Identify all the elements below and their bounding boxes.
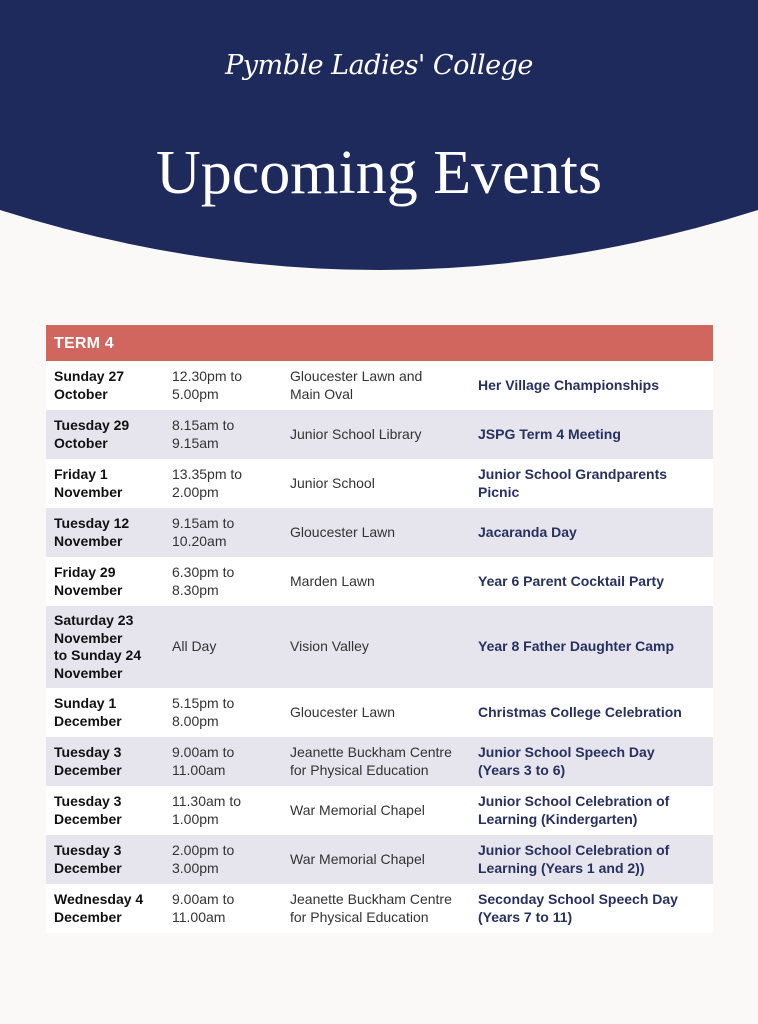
event-name-line: Her Village Championships <box>478 376 660 393</box>
event-name <box>470 524 713 542</box>
event-time-line: 12.30pm to <box>172 368 243 384</box>
event-row <box>46 361 713 410</box>
event-location-line: War Memorial Chapel <box>290 850 425 867</box>
event-name <box>470 744 713 779</box>
event-time <box>164 638 282 656</box>
college-logo: Pymble Ladies' College <box>225 50 533 81</box>
event-location <box>282 744 470 779</box>
term-heading: TERM 4 <box>46 325 713 361</box>
event-time-line: 2.00pm to <box>172 842 235 858</box>
event-name-line: JSPG Term 4 Meeting <box>478 425 621 442</box>
event-time-line: 8.15am to <box>172 417 235 433</box>
event-row <box>46 786 713 835</box>
event-time-line: 10.20am <box>172 532 227 549</box>
event-time-line: 9.00am to <box>172 744 235 760</box>
events-table <box>46 325 713 933</box>
event-time-line: 1.00pm <box>172 810 219 827</box>
event-date-line: October <box>54 434 108 451</box>
event-time <box>164 368 282 403</box>
event-date <box>46 417 164 452</box>
event-name-line: Junior School Celebration of <box>478 793 670 809</box>
event-row <box>46 557 713 606</box>
event-location-line: for Physical Education <box>290 908 429 925</box>
event-date-line: Sunday 1 <box>54 695 117 711</box>
event-location <box>282 426 470 444</box>
event-time <box>164 744 282 779</box>
event-row <box>46 688 713 737</box>
event-name-line: (Years 3 to 6) <box>478 761 566 778</box>
event-location <box>282 704 470 722</box>
event-name <box>470 704 713 722</box>
event-location-line: Jeanette Buckham Centre <box>290 744 452 760</box>
event-name-line: (Years 7 to 11) <box>478 908 573 925</box>
event-row <box>46 410 713 459</box>
event-date-line: November <box>54 629 123 646</box>
event-date-line: November <box>54 483 123 500</box>
event-date-line: December <box>54 712 122 729</box>
event-location <box>282 802 470 820</box>
event-time-line: 9.00am to <box>172 891 235 907</box>
event-row <box>46 606 713 688</box>
event-name <box>470 793 713 828</box>
event-location-line: Main Oval <box>290 385 354 402</box>
event-time <box>164 793 282 828</box>
event-name-line: Year 6 Parent Cocktail Party <box>478 572 664 589</box>
event-time <box>164 515 282 550</box>
event-date-line: November <box>54 581 123 598</box>
event-row <box>46 884 713 933</box>
event-location-line: Jeanette Buckham Centre <box>290 891 452 907</box>
event-date-line: Tuesday 12 <box>54 515 130 531</box>
page-title: Upcoming Events <box>156 139 602 207</box>
event-location <box>282 891 470 926</box>
event-name-line: Learning (Kindergarten) <box>478 810 638 827</box>
event-name <box>470 842 713 877</box>
event-location-line: Gloucester Lawn and <box>290 368 423 384</box>
event-row <box>46 459 713 508</box>
event-date <box>46 466 164 501</box>
event-date-line: December <box>54 908 122 925</box>
event-date <box>46 744 164 779</box>
event-date-line: Friday 1 <box>54 466 108 482</box>
event-location <box>282 524 470 542</box>
event-row <box>46 835 713 884</box>
event-location-line: Junior School Library <box>290 425 422 442</box>
event-date <box>46 515 164 550</box>
event-time-line: 11.30am to <box>172 793 242 809</box>
event-date <box>46 612 164 682</box>
event-date-line: November <box>54 664 123 681</box>
event-name <box>470 638 713 656</box>
event-location <box>282 368 470 403</box>
event-date-line: December <box>54 810 122 827</box>
event-time-line: All Day <box>172 638 217 655</box>
event-date-line: Friday 29 <box>54 564 116 580</box>
event-name <box>470 466 713 501</box>
event-name <box>470 377 713 395</box>
event-time-line: 11.00am <box>172 908 226 925</box>
event-location <box>282 638 470 656</box>
event-time-line: 9.15am <box>172 434 219 451</box>
event-time-line: 8.30pm <box>172 581 219 598</box>
event-date <box>46 695 164 730</box>
event-location-line: War Memorial Chapel <box>290 801 425 818</box>
event-rows <box>46 361 713 933</box>
event-location <box>282 851 470 869</box>
event-date-line: November <box>54 532 123 549</box>
event-time-line: 5.00pm <box>172 385 219 402</box>
event-time-line: 3.00pm <box>172 859 219 876</box>
event-date-line: October <box>54 385 108 402</box>
event-location-line: Gloucester Lawn <box>290 523 396 540</box>
event-time-line: 6.30pm to <box>172 564 235 580</box>
event-name-line: Year 8 Father Daughter Camp <box>478 638 675 655</box>
event-date <box>46 564 164 599</box>
event-name-line: Jacaranda Day <box>478 523 577 540</box>
event-time <box>164 891 282 926</box>
event-location-line: Gloucester Lawn <box>290 703 396 720</box>
event-name-line: Learning (Years 1 and 2)) <box>478 859 645 876</box>
event-date-line: Saturday 23 <box>54 612 134 628</box>
event-date-line: Tuesday 3 <box>54 842 122 858</box>
event-name-line: Junior School Speech Day <box>478 744 655 760</box>
event-date <box>46 891 164 926</box>
event-location <box>282 475 470 493</box>
event-date-line: Tuesday 29 <box>54 417 130 433</box>
event-name <box>470 573 713 591</box>
event-row <box>46 508 713 557</box>
event-date <box>46 793 164 828</box>
event-time <box>164 417 282 452</box>
event-date-line: Wednesday 4 <box>54 891 144 907</box>
event-location-line: for Physical Education <box>290 761 429 778</box>
event-time-line: 11.00am <box>172 761 226 778</box>
event-date <box>46 368 164 403</box>
event-location <box>282 573 470 591</box>
event-time <box>164 466 282 501</box>
event-time-line: 9.15am to <box>172 515 235 531</box>
event-name <box>470 891 713 926</box>
event-date-line: December <box>54 761 122 778</box>
event-location-line: Junior School <box>290 474 375 491</box>
event-name-line: Picnic <box>478 483 520 500</box>
event-name-line: Christmas College Celebration <box>478 703 682 720</box>
event-location-line: Vision Valley <box>290 638 369 655</box>
event-time <box>164 564 282 599</box>
event-name <box>470 426 713 444</box>
event-date-line: to Sunday 24 <box>54 647 142 663</box>
event-time-line: 5.15pm to <box>172 695 235 711</box>
event-time <box>164 695 282 730</box>
event-date-line: December <box>54 859 122 876</box>
event-time-line: 13.35pm to <box>172 466 243 482</box>
event-date <box>46 842 164 877</box>
event-location-line: Marden Lawn <box>290 572 375 589</box>
event-time-line: 8.00pm <box>172 712 219 729</box>
event-date-line: Tuesday 3 <box>54 744 122 760</box>
event-name-line: Seconday School Speech Day <box>478 891 678 907</box>
event-time-line: 2.00pm <box>172 483 219 500</box>
event-name-line: Junior School Grandparents <box>478 466 668 482</box>
event-date-line: Sunday 27 <box>54 368 125 384</box>
event-time <box>164 842 282 877</box>
event-name-line: Junior School Celebration of <box>478 842 670 858</box>
event-row <box>46 737 713 786</box>
event-date-line: Tuesday 3 <box>54 793 122 809</box>
